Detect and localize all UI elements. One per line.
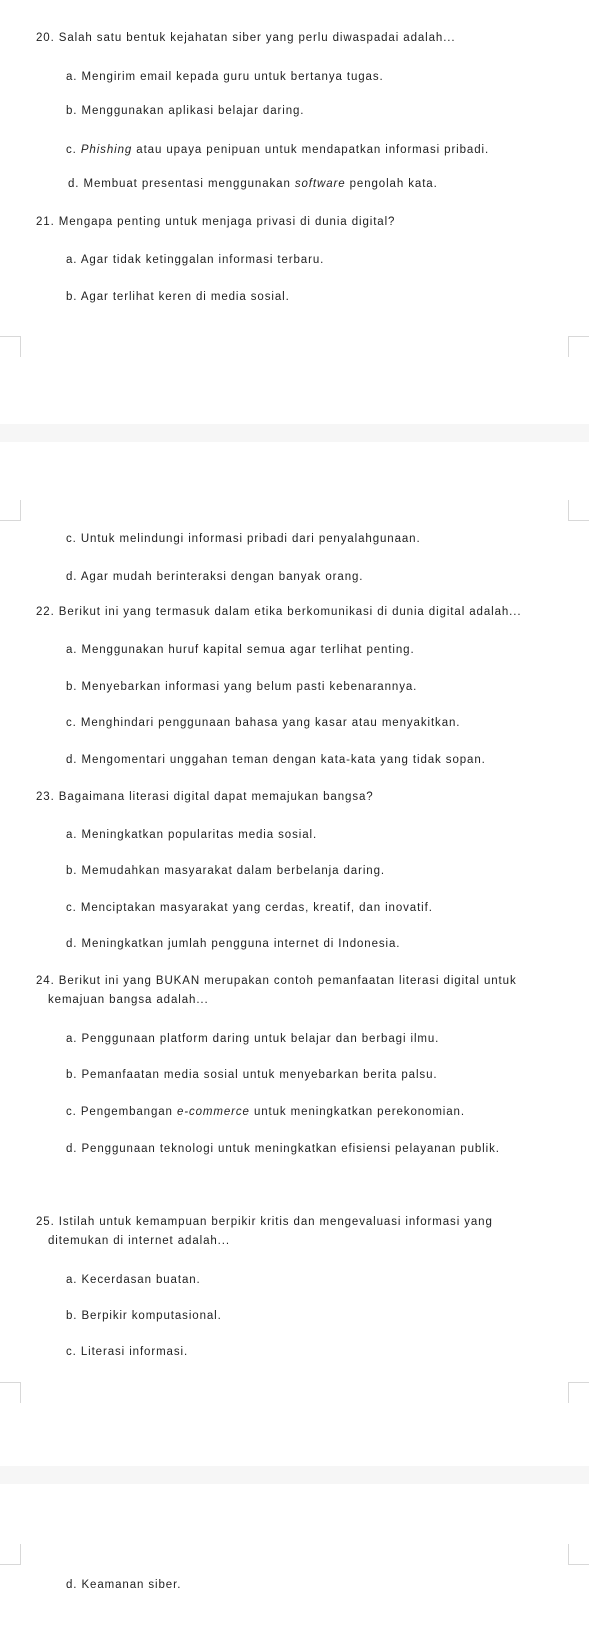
question-22-option-c: c. Menghindari penggunaan bahasa yang kasar atau menyakitkan. (66, 717, 461, 729)
question-21-option-c: c. Untuk melindungi informasi pribadi dari penyalahgunaan. (66, 533, 421, 545)
page-break-1 (0, 330, 589, 520)
question-24-option-a: a. Penggunaan platform daring untuk belajar dan berbagi ilmu. (66, 1033, 440, 1045)
question-20-option-d: d. Membuat presentasi menggunakan software pengolah kata. (68, 178, 438, 190)
question-21-option-b: b. Agar terlihat keren di media sosial. (66, 291, 290, 303)
page-gap-band (0, 424, 589, 442)
question-23-option-a: a. Meningkatkan popularitas media sosial. (66, 829, 318, 841)
page-corner-bottom-right (568, 1544, 589, 1565)
page-corner-bottom-right (568, 500, 589, 521)
question-23-option-d: d. Meningkatkan jumlah pengguna internet di Indonesia. (66, 938, 401, 950)
question-23-text: 23. Bagaimana literasi digital dapat memajukan bangsa? (36, 791, 374, 803)
question-20-option-b: b. Menggunakan aplikasi belajar daring. (66, 105, 305, 117)
question-25-text-line-2: ditemukan di internet adalah... (48, 1235, 230, 1247)
question-24-text-line-1: 24. Berikut ini yang BUKAN merupakan contoh pemanfaatan literasi digital untuk (36, 975, 517, 987)
question-25-option-d: d. Keamanan siber. (66, 1579, 182, 1591)
question-23-option-b: b. Memudahkan masyarakat dalam berbelanja daring. (66, 865, 385, 877)
question-23-option-c: c. Menciptakan masyarakat yang cerdas, kreatif, dan inovatif. (66, 902, 433, 914)
page-corner-bottom-left (0, 500, 21, 521)
question-22-option-b: b. Menyebarkan informasi yang belum pasti kebenarannya. (66, 681, 418, 693)
question-24-text-line-2: kemajuan bangsa adalah... (48, 994, 209, 1006)
question-20-option-c: c. Phishing atau upaya penipuan untuk mendapatkan informasi pribadi. (66, 144, 490, 156)
question-21-text: 21. Mengapa penting untuk menjaga privasi di dunia digital? (36, 216, 396, 228)
question-25-option-a: a. Kecerdasan buatan. (66, 1274, 201, 1286)
question-20-text: 20. Salah satu bentuk kejahatan siber yang perlu diwaspadai adalah... (36, 32, 456, 44)
question-25-option-c: c. Literasi informasi. (66, 1346, 189, 1358)
question-25-text-line-1: 25. Istilah untuk kemampuan berpikir kritis dan mengevaluasi informasi yang (36, 1216, 493, 1228)
question-21-option-a: a. Agar tidak ketinggalan informasi terbaru. (66, 254, 325, 266)
question-20-option-a: a. Mengirim email kepada guru untuk bertanya tugas. (66, 71, 384, 83)
question-22-option-a: a. Menggunakan huruf kapital semua agar terlihat penting. (66, 644, 415, 656)
page-gap-band (0, 1466, 589, 1484)
page-corner-bottom-left (0, 1544, 21, 1565)
question-24-option-c: c. Pengembangan e-commerce untuk meningkatkan perekonomian. (66, 1106, 465, 1118)
page-corner-top-right (568, 336, 589, 357)
question-25-option-b: b. Berpikir komputasional. (66, 1310, 222, 1322)
question-24-option-d: d. Penggunaan teknologi untuk meningkatkan efisiensi pelayanan publik. (66, 1143, 500, 1155)
question-24-option-b: b. Pemanfaatan media sosial untuk menyebarkan berita palsu. (66, 1069, 438, 1081)
question-22-option-d: d. Mengomentari unggahan teman dengan kata-kata yang tidak sopan. (66, 754, 486, 766)
question-22-text: 22. Berikut ini yang termasuk dalam etika berkomunikasi di dunia digital adalah... (36, 606, 522, 618)
page-break-2 (0, 1374, 589, 1564)
page-corner-top-left (0, 336, 21, 357)
page-corner-top-left (0, 1382, 21, 1403)
question-21-option-d: d. Agar mudah berinteraksi dengan banyak orang. (66, 571, 364, 583)
page-corner-top-right (568, 1382, 589, 1403)
